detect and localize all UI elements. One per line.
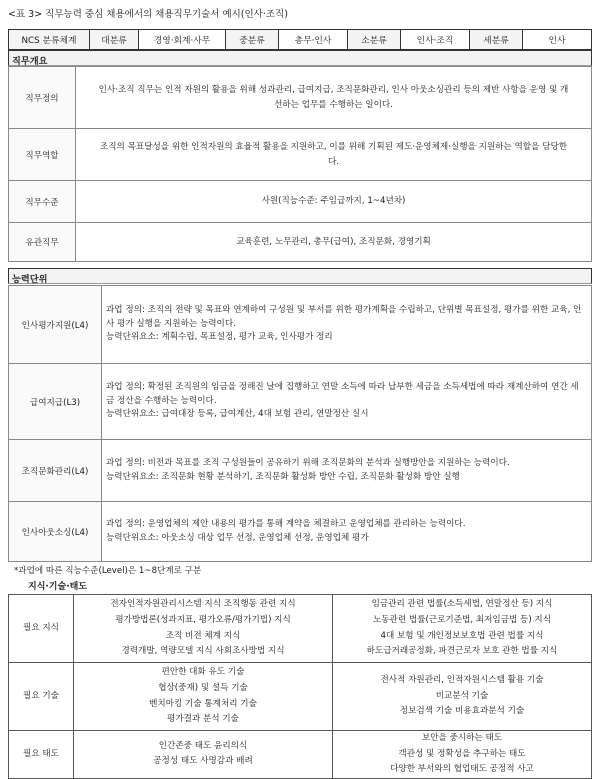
list-item: 벤치마킹 기술 통계처리 기술 [149,698,257,709]
list-item: 협상(중재) 및 설득 기술 [158,682,248,693]
ksa-label-attitude: 필요 태도 [9,731,74,779]
overview-label-definition: 직무정의 [9,67,76,129]
list-item: 임금관리 관련 법률(소득세법, 연말정산 등) 지식 [371,599,553,610]
competency-row [9,364,592,440]
ncs-cell-middle-value: 총무·인사 [279,30,348,50]
ksa-row-skill [9,663,592,731]
ksa-row-attitude [9,731,592,779]
level-note: *과업에 따른 직능수준(Level)은 1~8단계로 구분 [14,566,202,576]
list-item: 4대 보험 및 개인정보보호법 관련 법률 지식 [380,630,544,641]
overview-label-level: 직무수준 [9,181,76,223]
competency-task-definition: 과업 정의: 조직의 전략 및 목표와 연계하여 구성원 및 부서를 위한 평가계획을 수립하고, 단위별 목표설정, 평가를 위한 교육, 인사 평가 실행을 지원하는 능력이다. [106,305,582,329]
list-item: 평가방법론(성과지표, 평가오류/평가기법) 지식 [115,614,291,625]
ksa-attitude-left [74,731,333,779]
ncs-cell-major-label: 대분류 [90,30,139,50]
overview-label-related: 유관직무 [9,223,76,262]
overview-label-role: 직무역할 [9,129,76,181]
list-item: 편안한 대화 유도 기술 [161,667,245,678]
overview-text-definition: 인사·조직 직무는 인적 자원의 활용을 위해 성과관리, 급여지급, 조직문화관리, 인사 아웃소싱관리 등의 제반 사항을 운영 및 개선하는 업무를 수행하는 일이다. [76,67,592,129]
ncs-classification-table [8,29,592,50]
competency-row [9,440,592,502]
ncs-cell-minor-value: 인사·조직 [401,30,470,50]
ncs-cell-label: NCS 분류체계 [9,30,90,50]
ksa-row-knowledge [9,595,592,663]
competency-unit-elements: 능력단위요소: 조직문화 현황 분석하기, 조직문화 활성화 방안 수립, 조직문화 활성화 방안 실행 [106,471,460,482]
competency-task-definition: 과업 정의: 비전과 목표를 조직 구성원들이 공유하기 위해 조직문화의 분석과 실행방안을 지원하는 능력이다. [106,458,510,468]
competency-detail [102,364,592,440]
overview-text-role: 조직의 목표달성을 위한 인적자원의 효율적 활용을 지원하고, 이를 위해 기획된 제도·운영체제·실행을 지원하는 역할을 담당한다. [76,129,592,181]
list-item: 전사적 자원관리, 인적자원시스템 활용 기술 [380,675,544,686]
ksa-section-title: 지식·기술·태도 [28,582,88,592]
list-item: 인간존중 태도 윤리의식 [158,740,248,751]
list-item: 다양한 부서와의 협업태도 공정적 사고 [390,764,534,775]
list-item: 평가결과 분석 기술 [167,714,239,725]
overview-row [9,223,592,262]
competency-row [9,286,592,364]
overview-text-related: 교육훈련, 노무관리, 총무(급여), 조직문화, 경영기획 [76,223,592,262]
list-item: 공정성 태도 사명감과 배려 [153,756,253,767]
ncs-cell-middle-label: 중분류 [226,30,279,50]
ncs-cell-major-value: 경영·회계·사무 [139,30,226,50]
competency-row [9,502,592,562]
competency-unit-elements: 능력단위요소: 계획수립, 목표설정, 평가 교육, 인사평가 정리 [106,332,333,343]
ncs-cell-sub-value: 인사 [523,30,592,50]
list-item: 전자인적자원관리시스템 지식 조직행동 관련 지식 [110,599,296,610]
competency-detail [102,502,592,562]
list-item: 정보검색 기술 비용효과분석 기술 [399,706,525,717]
competency-label: 인사평가지원(L4) [9,286,102,364]
ksa-knowledge-left [74,595,333,663]
competency-section-title: 능력단위 [8,268,592,284]
competency-label: 조직문화관리(L4) [9,440,102,502]
list-item: 경력개발, 역량모델 지식 사회조사방법 지식 [121,646,285,657]
competency-unit-elements: 능력단위요소: 아웃소싱 대상 업무 선정, 운영업체 선정, 운영업체 평가 [106,532,369,543]
table-caption: <표 3> 직무능력 중심 채용에서의 채용직무기술서 예시(인사·조직) [8,9,288,20]
ksa-skill-right [333,663,592,731]
list-item: 노동관련 법률(근로기준법, 최저임금법 등) 지식 [372,614,552,625]
ncs-cell-minor-label: 소분류 [348,30,401,50]
overview-text-level: 사원(직능수준: 주임급까지, 1~4년차) [76,181,592,223]
overview-section-title: 직무개요 [8,50,592,66]
competency-detail [102,440,592,502]
ksa-label-skill: 필요 기술 [9,663,74,731]
list-item: 객관성 및 정확성을 추구하는 태도 [398,748,526,759]
competency-table [8,285,592,562]
ksa-skill-left [74,663,333,731]
ncs-cell-sub-label: 세분류 [470,30,523,50]
overview-row [9,129,592,181]
list-item: 하도급거래공정화, 파견근로자 보호 관한 법률 지식 [366,646,558,657]
competency-detail [102,286,592,364]
list-item: 보안을 중시하는 태도 [421,733,503,743]
ncs-row [9,30,592,50]
ksa-attitude-right [333,731,592,779]
competency-task-definition: 과업 정의: 확정된 조직원의 임금을 정해진 날에 집행하고 연말 소득에 따라 납부한 세금을 소득세법에 따라 재계산하여 연간 세금 정산을 수행하는 능력이다. [106,382,579,406]
overview-row [9,181,592,223]
competency-label: 인사아웃소싱(L4) [9,502,102,562]
overview-row [9,67,592,129]
ksa-table [8,594,592,779]
list-item: 비교분석 기술 [435,690,489,701]
competency-task-definition: 과업 정의: 운영업체의 제안 내용의 평가를 통해 계약을 체결하고 운영업체를 관리하는 능력이다. [106,519,466,529]
competency-label: 급여지급(L3) [9,364,102,440]
overview-table [8,66,592,262]
competency-unit-elements: 능력단위요소: 급여대장 등록, 급여계산, 4대 보험 관리, 연말정산 실시 [106,409,369,420]
ksa-knowledge-right [333,595,592,663]
ksa-label-knowledge: 필요 지식 [9,595,74,663]
list-item: 조직 비전 체계 지식 [165,630,241,641]
